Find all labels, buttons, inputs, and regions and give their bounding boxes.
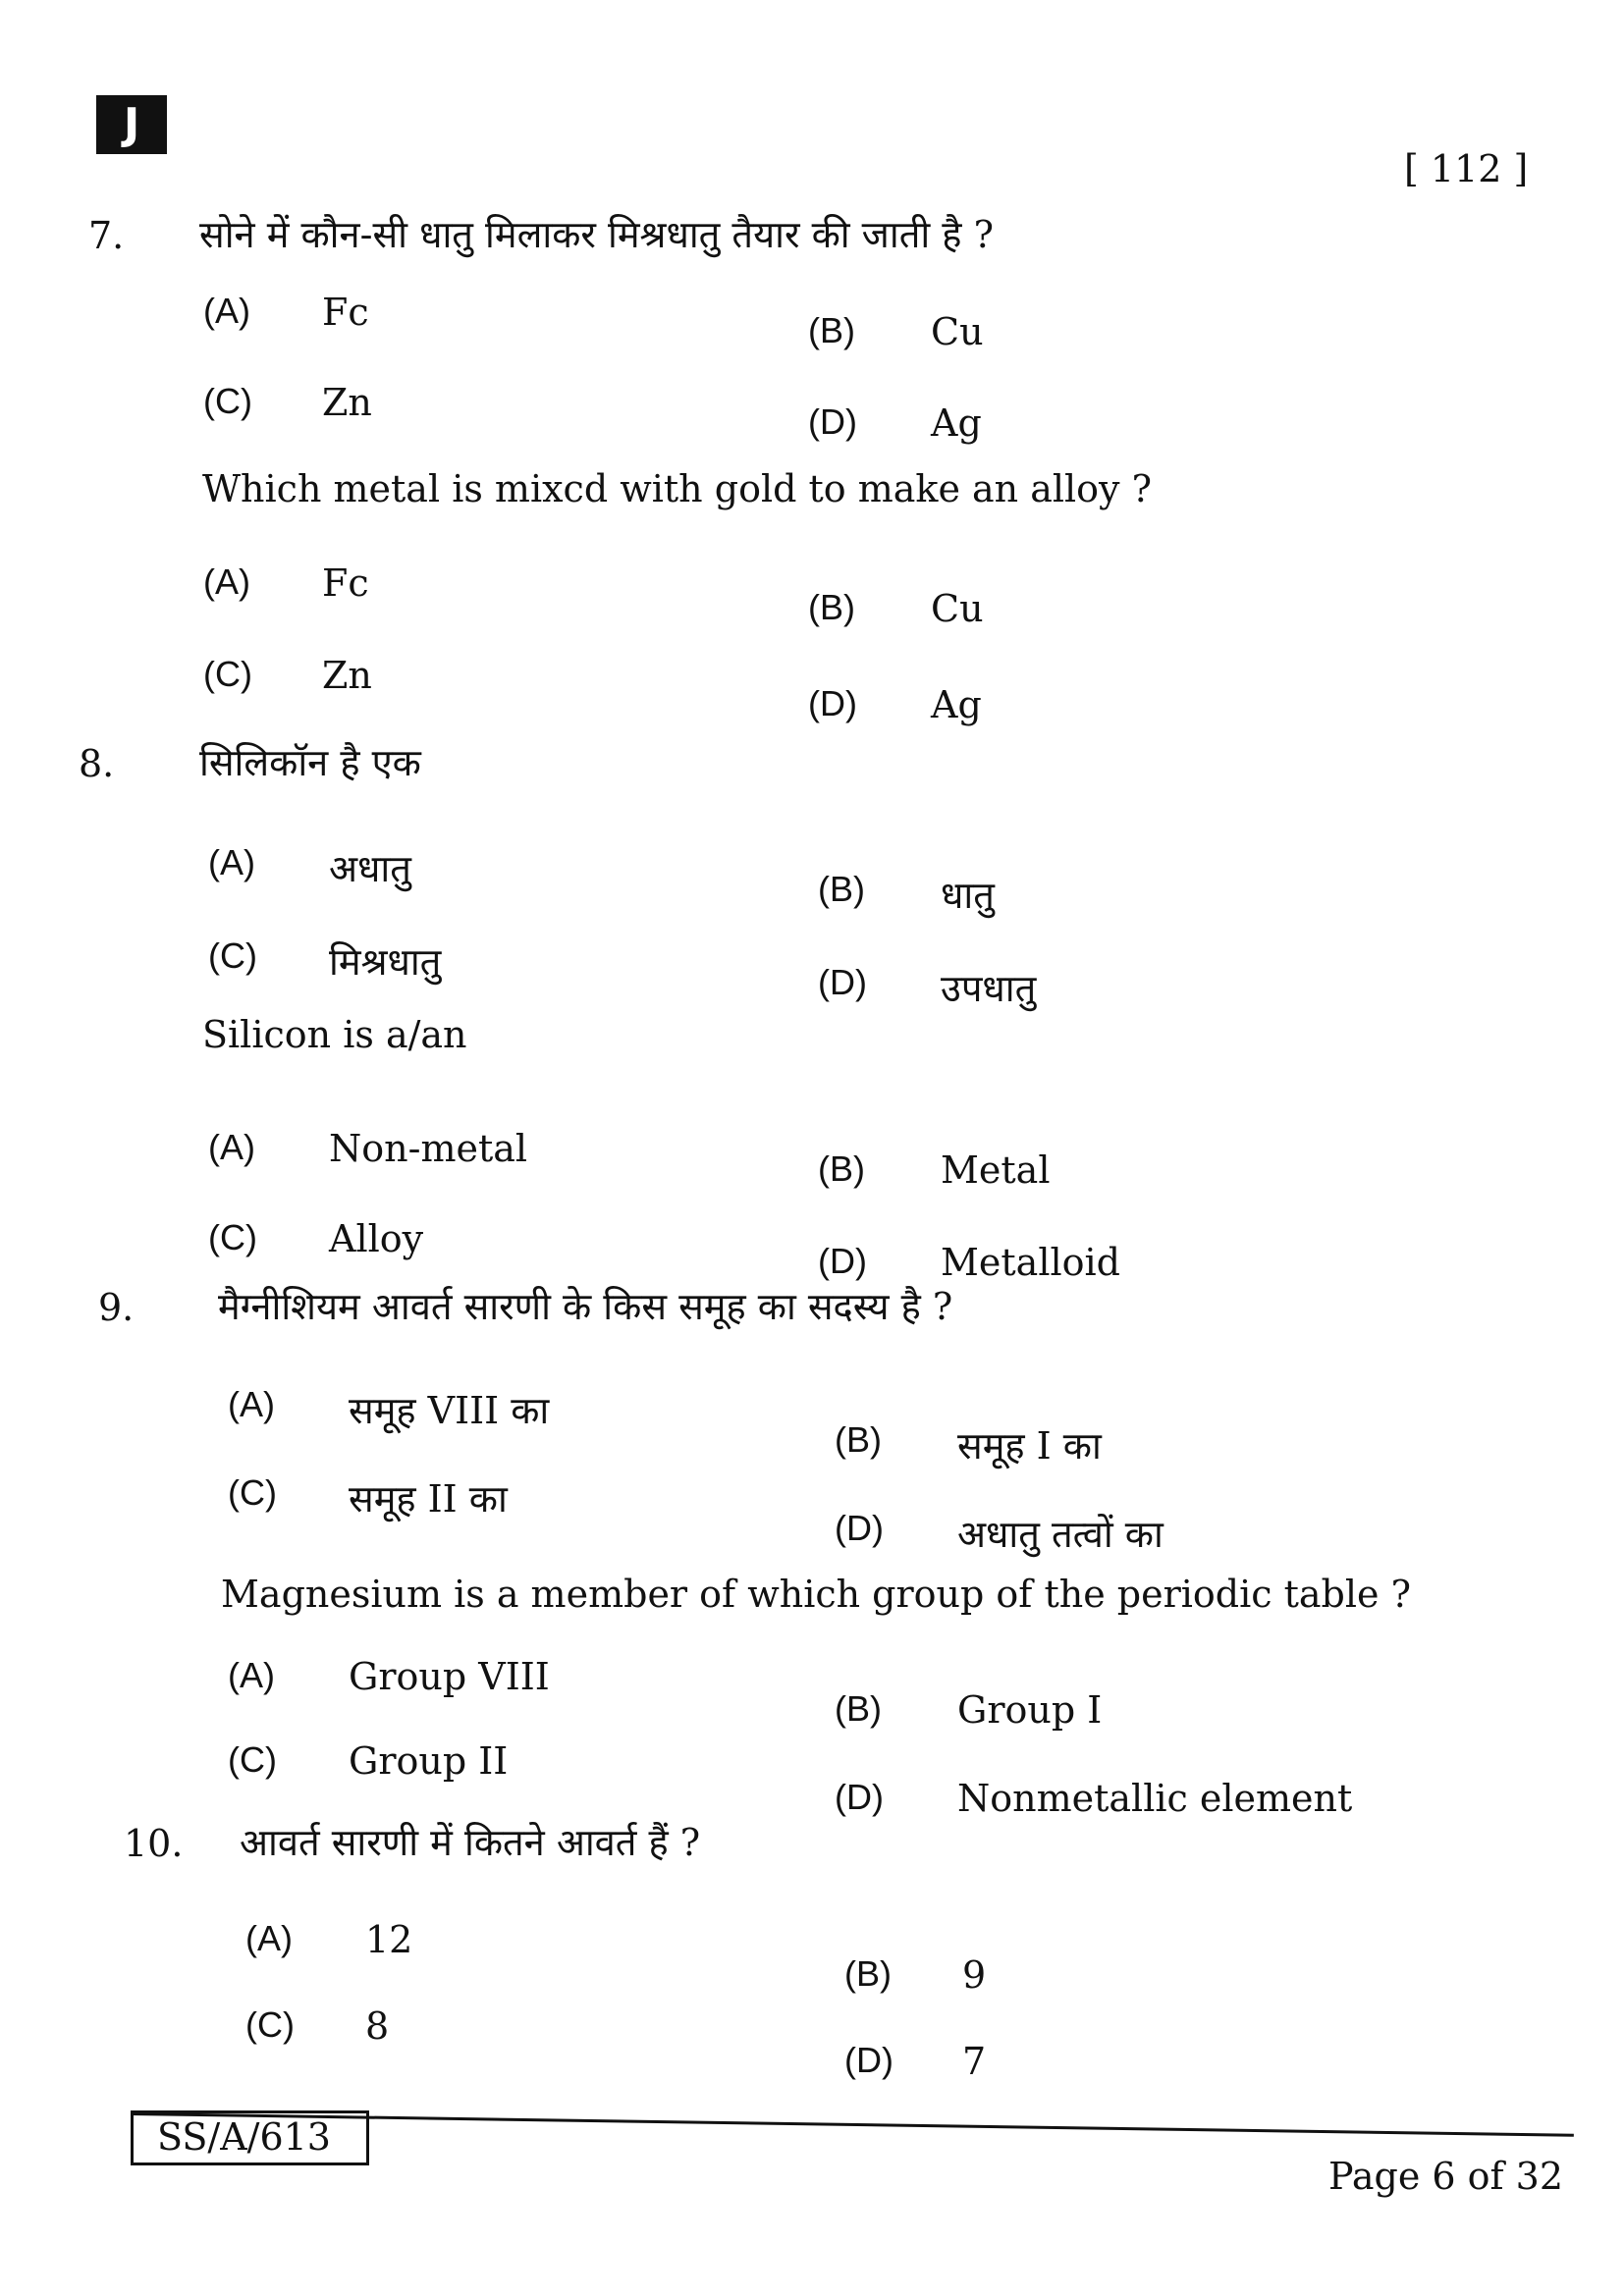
option-c-text: समूह II का	[349, 1477, 508, 1521]
set-badge: J	[96, 95, 167, 154]
option-label: (C)	[228, 1739, 277, 1780]
option-label: (D)	[808, 401, 857, 442]
question-text-hindi: सोने में कौन-सी धातु मिलाकर मिश्रधातु तैयार की जाती है ?	[199, 213, 994, 256]
option-c-text: Group II	[349, 1739, 509, 1783]
option-label: (D)	[844, 2040, 893, 2080]
question-number: 9.	[98, 1286, 135, 1329]
option-c-text: Zn	[322, 654, 372, 697]
option-b-text: Cu	[931, 310, 984, 353]
option-a-text: Fc	[322, 291, 369, 334]
question-text-english: Magnesium is a member of which group of the periodic table ?	[221, 1573, 1411, 1616]
option-label: (A)	[228, 1384, 275, 1424]
question-number: 10.	[124, 1822, 184, 1865]
option-b-text: धातु	[941, 874, 995, 917]
option-label: (A)	[245, 1918, 293, 1958]
question-text-hindi: आवर्त सारणी में कितने आवर्त हैं ?	[240, 1821, 701, 1864]
option-label: (D)	[835, 1777, 884, 1817]
option-d-text: अधातु तत्वों का	[957, 1513, 1164, 1556]
question-text-english: Which metal is mixcd with gold to make an alloy ?	[202, 467, 1152, 510]
option-label: (C)	[208, 1217, 257, 1257]
option-label: (B)	[818, 869, 865, 909]
option-b-text: समूह I का	[957, 1424, 1102, 1468]
option-c-text: 8	[365, 2004, 390, 2048]
option-d-text: Nonmetallic element	[957, 1777, 1353, 1820]
option-label: (C)	[245, 2004, 295, 2045]
page-number: Page 6 of 32	[1328, 2155, 1564, 2198]
option-label: (D)	[835, 1508, 884, 1548]
option-b-text: 9	[962, 1953, 987, 1997]
option-label: (C)	[203, 654, 252, 694]
option-c-text: Zn	[322, 381, 372, 424]
option-label: (B)	[808, 310, 855, 350]
option-d-text: Ag	[931, 401, 982, 445]
option-label: (B)	[844, 1953, 892, 1994]
option-label: (A)	[203, 561, 250, 602]
paper-code: SS/A/613	[131, 2110, 369, 2165]
option-label: (A)	[208, 842, 255, 882]
option-b-text: Metal	[941, 1148, 1051, 1192]
question-text-hindi: सिलिकॉन है एक	[199, 741, 421, 784]
question-text-hindi: मैग्नीशियम आवर्त सारणी के किस समूह का सदस्य है ?	[218, 1285, 953, 1328]
option-c-text: Alloy	[329, 1217, 424, 1260]
marks-label: [ 112 ]	[1404, 147, 1529, 190]
option-label: (D)	[808, 683, 857, 723]
option-label: (A)	[208, 1127, 255, 1167]
option-label: (A)	[203, 291, 250, 331]
option-label: (B)	[808, 587, 855, 627]
option-d-text: 7	[962, 2040, 987, 2083]
option-d-text: Metalloid	[941, 1241, 1120, 1284]
option-a-text: Group VIII	[349, 1655, 550, 1698]
option-d-text: उपधातु	[941, 967, 1037, 1010]
option-a-text: Fc	[322, 561, 369, 605]
option-d-text: Ag	[931, 683, 982, 726]
option-b-text: Group I	[957, 1688, 1103, 1732]
option-a-text: Non-metal	[329, 1127, 528, 1170]
option-label: (B)	[818, 1148, 865, 1189]
question-number: 8.	[79, 742, 115, 785]
option-label: (D)	[818, 962, 867, 1002]
question-number: 7.	[88, 214, 125, 257]
option-label: (C)	[208, 935, 257, 976]
option-c-text: मिश्रधातु	[329, 940, 442, 984]
option-a-text: 12	[365, 1918, 413, 1961]
option-a-text: समूह VIII का	[349, 1389, 550, 1432]
option-label: (A)	[228, 1655, 275, 1695]
option-label: (C)	[203, 381, 252, 421]
option-b-text: Cu	[931, 587, 984, 630]
option-label: (C)	[228, 1472, 277, 1513]
option-label: (B)	[835, 1688, 882, 1729]
option-a-text: अधातु	[329, 847, 411, 890]
option-label: (D)	[818, 1241, 867, 1281]
question-text-english: Silicon is a/an	[202, 1013, 467, 1056]
option-label: (B)	[835, 1419, 882, 1460]
